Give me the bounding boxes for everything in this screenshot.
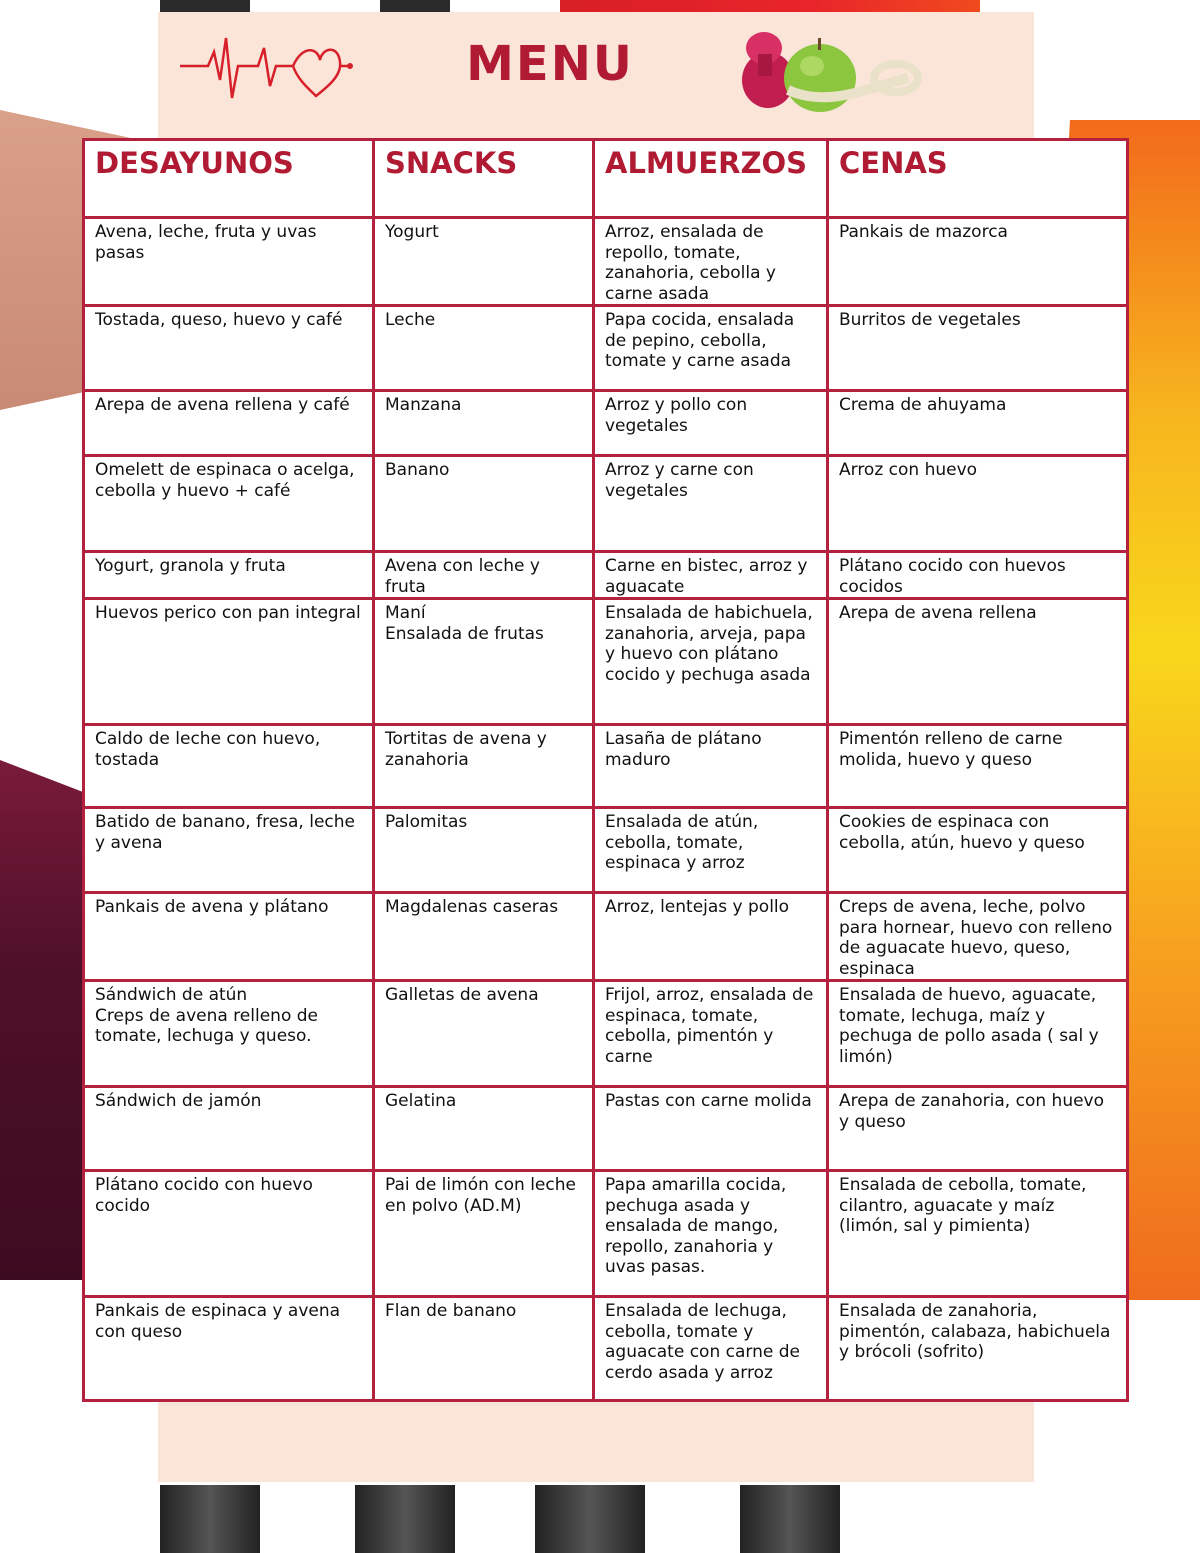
cell-almuerzo: Arroz, ensalada de repollo, tomate, zanahoria, cebolla y carne asada — [594, 218, 828, 306]
table-row — [84, 893, 1128, 981]
header-desayunos: DESAYUNOS — [84, 140, 374, 218]
cell-desayuno: Batido de banano, fresa, leche y avena — [84, 808, 374, 893]
cell-snack: Palomitas — [374, 808, 594, 893]
cell-snack: Yogurt — [374, 218, 594, 306]
cell-snack: Gelatina — [374, 1087, 594, 1171]
table-row — [84, 391, 1128, 456]
background-stripe — [535, 1485, 645, 1553]
background-stripe — [740, 1485, 840, 1553]
cell-desayuno: Sándwich de jamón — [84, 1087, 374, 1171]
cell-cena: Ensalada de cebolla, tomate, cilantro, aguacate y maíz (limón, sal y pimienta) — [828, 1171, 1128, 1297]
cell-cena: Arepa de zanahoria, con huevo y queso — [828, 1087, 1128, 1171]
page-title: MENU — [466, 36, 634, 92]
table-row — [84, 981, 1128, 1087]
cell-cena: Pimentón relleno de carne molida, huevo y queso — [828, 725, 1128, 808]
header-snacks: SNACKS — [374, 140, 594, 218]
cell-almuerzo: Arroz y carne con vegetales — [594, 456, 828, 552]
table-row — [84, 306, 1128, 391]
cell-almuerzo: Papa cocida, ensalada de pepino, cebolla, tomate y carne asada — [594, 306, 828, 391]
cell-almuerzo: Frijol, arroz, ensalada de espinaca, tomate, cebolla, pimentón y carne — [594, 981, 828, 1087]
cell-snack: Magdalenas caseras — [374, 893, 594, 981]
cell-snack: Leche — [374, 306, 594, 391]
heartbeat-icon — [168, 14, 378, 119]
cell-cena: Crema de ahuyama — [828, 391, 1128, 456]
apple-dumbbell-tape-photo — [728, 18, 940, 118]
cell-cena: Creps de avena, leche, polvo para hornear, huevo con relleno de aguacate huevo, queso, espinaca — [828, 893, 1128, 981]
table-row — [84, 552, 1128, 599]
cell-snack: Avena con leche y fruta — [374, 552, 594, 599]
table-row — [84, 1171, 1128, 1297]
cell-snack: Banano — [374, 456, 594, 552]
cell-cena: Ensalada de huevo, aguacate, tomate, lechuga, maíz y pechuga de pollo asada ( sal y limón) — [828, 981, 1128, 1087]
table-row — [84, 456, 1128, 552]
cell-desayuno: Arepa de avena rellena y café — [84, 391, 374, 456]
cell-desayuno: Yogurt, granola y fruta — [84, 552, 374, 599]
table-header-row — [84, 140, 1128, 218]
header-almuerzos: ALMUERZOS — [594, 140, 828, 218]
cell-cena: Burritos de vegetales — [828, 306, 1128, 391]
header-cenas: CENAS — [828, 140, 1128, 218]
background-stripe — [355, 1485, 455, 1553]
cell-desayuno: Tostada, queso, huevo y café — [84, 306, 374, 391]
table-row — [84, 218, 1128, 306]
cell-almuerzo: Arroz y pollo con vegetales — [594, 391, 828, 456]
table-row — [84, 808, 1128, 893]
cell-almuerzo: Arroz, lentejas y pollo — [594, 893, 828, 981]
cell-cena: Arepa de avena rellena — [828, 599, 1128, 725]
table-row — [84, 725, 1128, 808]
cell-snack: Manzana — [374, 391, 594, 456]
cell-cena: Ensalada de zanahoria, pimentón, calabaza, habichuela y brócoli (sofrito) — [828, 1297, 1128, 1401]
cell-almuerzo: Pastas con carne molida — [594, 1087, 828, 1171]
cell-snack: Galletas de avena — [374, 981, 594, 1087]
cell-cena: Pankais de mazorca — [828, 218, 1128, 306]
table-row — [84, 1087, 1128, 1171]
table-row — [84, 1297, 1128, 1401]
cell-snack: Maní Ensalada de frutas — [374, 599, 594, 725]
cell-cena: Plátano cocido con huevos cocidos — [828, 552, 1128, 599]
cell-desayuno: Caldo de leche con huevo, tostada — [84, 725, 374, 808]
cell-almuerzo: Papa amarilla cocida, pechuga asada y ensalada de mango, repollo, zanahoria y uvas pasas. — [594, 1171, 828, 1297]
cell-desayuno: Plátano cocido con huevo cocido — [84, 1171, 374, 1297]
cell-cena: Cookies de espinaca con cebolla, atún, huevo y queso — [828, 808, 1128, 893]
cell-almuerzo: Lasaña de plátano maduro — [594, 725, 828, 808]
menu-table — [82, 138, 1129, 1402]
cell-snack: Pai de limón con leche en polvo (AD.M) — [374, 1171, 594, 1297]
table-row — [84, 599, 1128, 725]
cell-desayuno: Pankais de espinaca y avena con queso — [84, 1297, 374, 1401]
cell-desayuno: Pankais de avena y plátano — [84, 893, 374, 981]
cell-almuerzo: Carne en bistec, arroz y aguacate — [594, 552, 828, 599]
cell-snack: Flan de banano — [374, 1297, 594, 1401]
cell-desayuno: Sándwich de atún Creps de avena relleno de tomate, lechuga y queso. — [84, 981, 374, 1087]
cell-almuerzo: Ensalada de habichuela, zanahoria, arveja, papa y huevo con plátano cocido y pechuga asada — [594, 599, 828, 725]
cell-cena: Arroz con huevo — [828, 456, 1128, 552]
cell-desayuno: Omelett de espinaca o acelga, cebolla y huevo + café — [84, 456, 374, 552]
cell-desayuno: Avena, leche, fruta y uvas pasas — [84, 218, 374, 306]
cell-almuerzo: Ensalada de atún, cebolla, tomate, espinaca y arroz — [594, 808, 828, 893]
background-stripe — [160, 1485, 260, 1553]
cell-snack: Tortitas de avena y zanahoria — [374, 725, 594, 808]
cell-desayuno: Huevos perico con pan integral — [84, 599, 374, 725]
cell-almuerzo: Ensalada de lechuga, cebolla, tomate y aguacate con carne de cerdo asada y arroz — [594, 1297, 828, 1401]
